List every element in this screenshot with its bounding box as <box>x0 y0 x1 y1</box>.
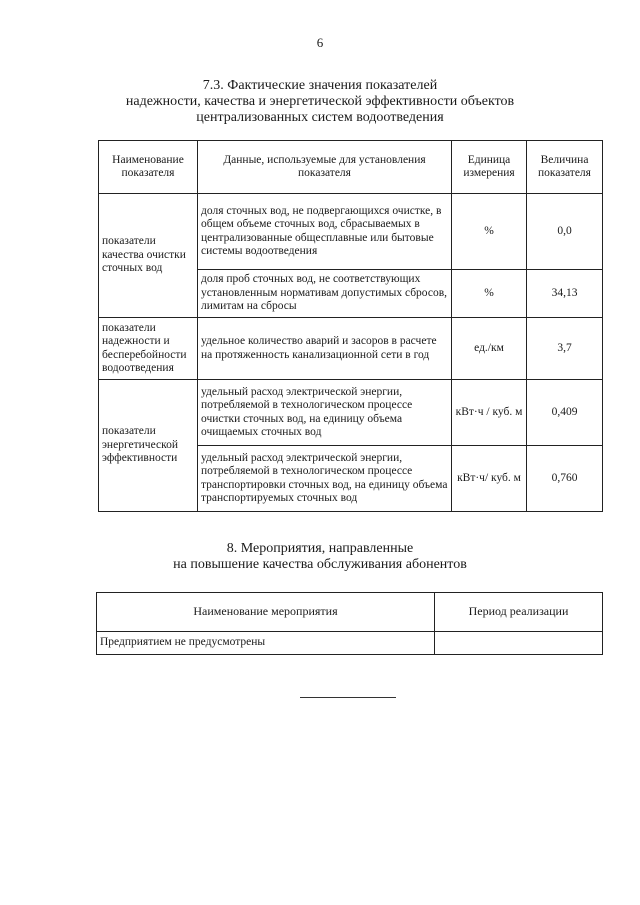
measure-period-cell <box>435 632 603 655</box>
value-cell: 34,13 <box>527 270 603 318</box>
table-row <box>99 318 603 380</box>
unit-cell: % <box>452 270 527 318</box>
table-row <box>99 194 603 270</box>
footer-divider <box>300 697 396 698</box>
value-cell: 3,7 <box>527 318 603 380</box>
title-line: 7.3. Фактические значения показателей <box>202 78 438 93</box>
header-data-used: Данные, используемые для установления показателя <box>198 141 452 194</box>
data-cell: удельное количество аварий и засоров в расчете на протяженность канализационной сети в год <box>198 318 452 380</box>
measure-name-cell: Предприятием не предусмотрены <box>97 632 435 655</box>
header-unit: Единица измерения <box>452 141 527 194</box>
unit-cell: % <box>452 194 527 270</box>
header-measure-name: Наименование мероприятия <box>97 593 435 632</box>
section-8-title <box>0 541 640 573</box>
page-number: 6 <box>316 35 324 50</box>
table-header-row <box>99 141 603 194</box>
header-period: Период реализации <box>435 593 603 632</box>
header-value: Величина показателя <box>527 141 603 194</box>
title-line: централизованных систем водоотведения <box>196 110 444 125</box>
table-header-row <box>97 593 603 632</box>
group-name-cell: показатели надежности и бесперебойности водоотведения <box>99 318 198 380</box>
value-cell: 0,760 <box>527 446 603 512</box>
indicators-table <box>98 140 603 512</box>
data-cell: доля сточных вод, не подвергающихся очистке, в общем объеме сточных вод, сбрасываемых в централизованные общесплавные или бытовые системы водоотведения <box>198 194 452 270</box>
group-name-cell: показатели энергетической эффективности <box>99 380 198 512</box>
unit-cell: кВт·ч / куб. м <box>452 380 527 446</box>
table-row <box>99 380 603 446</box>
data-cell: доля проб сточных вод, не соответствующих установленным нормативам допустимых сбросов, лимитам на сбросы <box>198 270 452 318</box>
data-cell: удельный расход электрической энергии, потребляемой в технологическом процессе очистки сточных вод, на единицу объема очищаемых сточных вод <box>198 380 452 446</box>
header-indicator-name: Наименование показателя <box>99 141 198 194</box>
group-name-cell: показатели качества очистки сточных вод <box>99 194 198 318</box>
section-7-3-title <box>0 78 640 126</box>
measures-table <box>96 592 603 655</box>
value-cell: 0,409 <box>527 380 603 446</box>
title-line: на повышение качества обслуживания абонентов <box>173 557 467 572</box>
unit-cell: ед./км <box>452 318 527 380</box>
value-cell: 0,0 <box>527 194 603 270</box>
unit-cell: кВт·ч/ куб. м <box>452 446 527 512</box>
title-line: надежности, качества и энергетической эффективности объектов <box>125 94 515 109</box>
data-cell: удельный расход электрической энергии, потребляемой в технологическом процессе транспортировки сточных вод, на единицу объема транспортируемых сточных вод <box>198 446 452 512</box>
title-line: 8. Мероприятия, направленные <box>226 541 414 556</box>
table-row <box>97 632 603 655</box>
